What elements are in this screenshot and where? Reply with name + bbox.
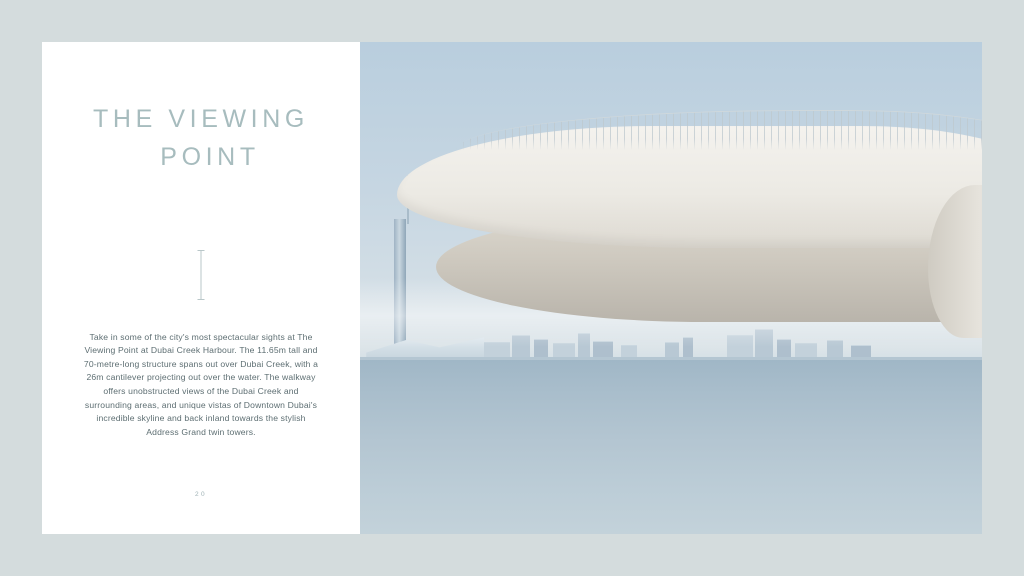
cantilever-deck xyxy=(397,126,982,323)
page-title-line-1: THE VIEWING xyxy=(93,105,309,133)
divider-rule-icon xyxy=(201,250,202,300)
page-title xyxy=(42,100,360,176)
right-page-image xyxy=(360,42,982,534)
left-page xyxy=(42,42,360,534)
page-number: 20 xyxy=(194,491,208,498)
page-title-line-2: POINT xyxy=(160,143,260,171)
creek-water xyxy=(360,357,982,534)
brochure-spread xyxy=(42,42,982,534)
body-paragraph: Take in some of the city's most spectacular sights at The Viewing Point at Dubai Creek Harbour. The 11.65m tall and 70-metre-long structure spans out over Dubai Creek, with a 26m cantilever projecting out over the water. The walkway offers unobstructed views of the Dubai Creek and surrounding areas, and unique vistas of Downtown Dubai's incredible skyline and back inland towards the stylish Address Grand twin towers. xyxy=(83,331,319,437)
